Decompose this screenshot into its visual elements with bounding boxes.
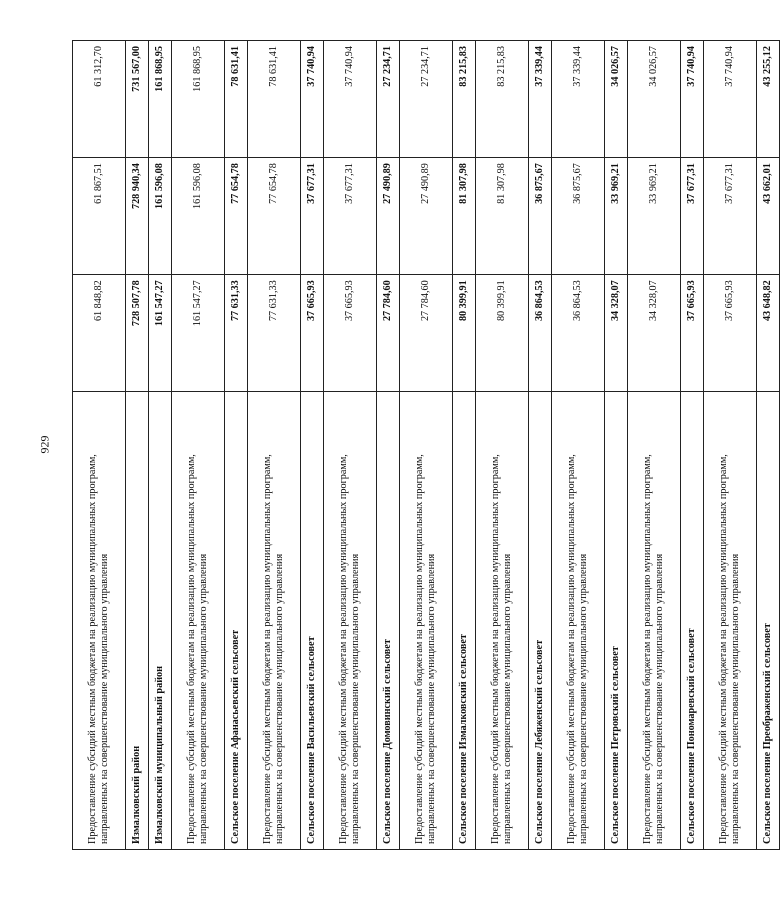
value-cell-1: 77 631,33 — [248, 275, 301, 392]
value-cell-2: 37 677,31 — [301, 158, 324, 275]
row-name-cell: Предоставление субсидий местным бюджетам на реализацию муниципальных программ, направленных на совершенствование муниципального управления — [628, 392, 681, 850]
value-cell-1: 161 547,27 — [172, 275, 225, 392]
row-name-cell: Сельское поселение Измалковский сельсовет — [453, 392, 476, 850]
value-cell-2: 61 867,51 — [73, 158, 126, 275]
value-cell-1: 43 648,82 — [757, 275, 780, 392]
value-cell-2: 37 677,31 — [324, 158, 377, 275]
row-name-cell: Предоставление субсидий местным бюджетам на реализацию муниципальных программ, направленных на совершенствование муниципального управления — [400, 392, 453, 850]
value-cell-2: 36 875,67 — [529, 158, 552, 275]
table-row — [126, 41, 149, 850]
value-cell-2: 728 940,34 — [126, 158, 149, 275]
value-cell-3: 37 740,94 — [301, 41, 324, 158]
table-row — [377, 41, 400, 850]
row-name-cell: Предоставление субсидий местным бюджетам на реализацию муниципальных программ, направленных на совершенствование муниципального управления — [324, 392, 377, 850]
value-cell-1: 80 399,91 — [453, 275, 476, 392]
value-cell-3: 78 631,41 — [225, 41, 248, 158]
table-row — [681, 41, 704, 850]
page-number: 929 — [37, 435, 52, 454]
row-name-cell: Сельское поселение Пономаревский сельсовет — [681, 392, 704, 850]
value-cell-2: 27 490,89 — [377, 158, 400, 275]
value-cell-3: 61 312,70 — [73, 41, 126, 158]
table-row — [476, 41, 529, 850]
value-cell-3: 34 026,57 — [605, 41, 628, 158]
value-cell-2: 33 969,21 — [628, 158, 681, 275]
value-cell-1: 80 399,91 — [476, 275, 529, 392]
value-cell-3: 161 868,95 — [149, 41, 172, 158]
value-cell-1: 36 864,53 — [529, 275, 552, 392]
table-row — [704, 41, 757, 850]
value-cell-3: 83 215,83 — [476, 41, 529, 158]
table-row — [248, 41, 301, 850]
value-cell-2: 77 654,78 — [225, 158, 248, 275]
value-cell-2: 37 677,31 — [681, 158, 704, 275]
rotated-table-wrapper — [72, 40, 773, 850]
value-cell-1: 37 665,93 — [704, 275, 757, 392]
table-row — [172, 41, 225, 850]
value-cell-2: 81 307,98 — [453, 158, 476, 275]
value-cell-2: 161 596,08 — [172, 158, 225, 275]
row-name-cell: Сельское поселение Домовинский сельсовет — [377, 392, 400, 850]
value-cell-3: 37 740,94 — [681, 41, 704, 158]
table-row — [552, 41, 605, 850]
value-cell-1: 77 631,33 — [225, 275, 248, 392]
value-cell-2: 33 969,21 — [605, 158, 628, 275]
value-cell-1: 37 665,93 — [301, 275, 324, 392]
row-name-cell: Предоставление субсидий местным бюджетам на реализацию муниципальных программ, направленных на совершенствование муниципального управления — [476, 392, 529, 850]
table-row — [225, 41, 248, 850]
row-name-cell: Предоставление субсидий местным бюджетам на реализацию муниципальных программ, направленных на совершенствование муниципального управления — [704, 392, 757, 850]
row-name-cell: Сельское поселение Лебяженский сельсовет — [529, 392, 552, 850]
row-name-cell: Предоставление субсидий местным бюджетам на реализацию муниципальных программ, направленных на совершенствование муниципального управления — [73, 392, 126, 850]
value-cell-3: 83 215,83 — [453, 41, 476, 158]
row-name-cell: Сельское поселение Афанасьевский сельсовет — [225, 392, 248, 850]
budget-table — [72, 40, 780, 850]
table-row — [324, 41, 377, 850]
value-cell-2: 43 662,01 — [757, 158, 780, 275]
value-cell-1: 36 864,53 — [552, 275, 605, 392]
value-cell-1: 27 784,60 — [400, 275, 453, 392]
table-row — [605, 41, 628, 850]
value-cell-1: 27 784,60 — [377, 275, 400, 392]
row-name-cell: Предоставление субсидий местным бюджетам на реализацию муниципальных программ, направленных на совершенствование муниципального управления — [248, 392, 301, 850]
table-row — [529, 41, 552, 850]
row-name-cell: Сельское поселение Васильевский сельсовет — [301, 392, 324, 850]
table-row — [73, 41, 126, 850]
value-cell-1: 34 328,07 — [605, 275, 628, 392]
value-cell-3: 161 868,95 — [172, 41, 225, 158]
value-cell-1: 728 507,78 — [126, 275, 149, 392]
value-cell-2: 37 677,31 — [704, 158, 757, 275]
table-row — [400, 41, 453, 850]
row-name-cell: Измалковский муниципальный район — [149, 392, 172, 850]
table-row — [301, 41, 324, 850]
value-cell-2: 161 596,08 — [149, 158, 172, 275]
value-cell-3: 27 234,71 — [400, 41, 453, 158]
row-name-cell: Предоставление субсидий местным бюджетам на реализацию муниципальных программ, направленных на совершенствование муниципального управления — [172, 392, 225, 850]
value-cell-3: 37 339,44 — [552, 41, 605, 158]
value-cell-3: 43 255,12 — [757, 41, 780, 158]
table-row — [757, 41, 780, 850]
table-row — [149, 41, 172, 850]
value-cell-3: 78 631,41 — [248, 41, 301, 158]
value-cell-2: 36 875,67 — [552, 158, 605, 275]
value-cell-3: 34 026,57 — [628, 41, 681, 158]
row-name-cell: Сельское поселение Петровский сельсовет — [605, 392, 628, 850]
table-row — [628, 41, 681, 850]
value-cell-1: 161 547,27 — [149, 275, 172, 392]
value-cell-2: 27 490,89 — [400, 158, 453, 275]
value-cell-3: 731 567,00 — [126, 41, 149, 158]
row-name-cell: Измалковский район — [126, 392, 149, 850]
row-name-cell: Сельское поселение Преображенский сельсовет — [757, 392, 780, 850]
value-cell-1: 34 328,07 — [628, 275, 681, 392]
value-cell-3: 27 234,71 — [377, 41, 400, 158]
value-cell-3: 37 740,94 — [324, 41, 377, 158]
row-name-cell: Предоставление субсидий местным бюджетам на реализацию муниципальных программ, направленных на совершенствование муниципального управления — [552, 392, 605, 850]
value-cell-1: 37 665,93 — [324, 275, 377, 392]
table-row — [453, 41, 476, 850]
value-cell-2: 77 654,78 — [248, 158, 301, 275]
value-cell-1: 61 848,82 — [73, 275, 126, 392]
value-cell-3: 37 339,44 — [529, 41, 552, 158]
value-cell-1: 37 665,93 — [681, 275, 704, 392]
table-body — [73, 41, 780, 850]
value-cell-2: 81 307,98 — [476, 158, 529, 275]
value-cell-3: 37 740,94 — [704, 41, 757, 158]
